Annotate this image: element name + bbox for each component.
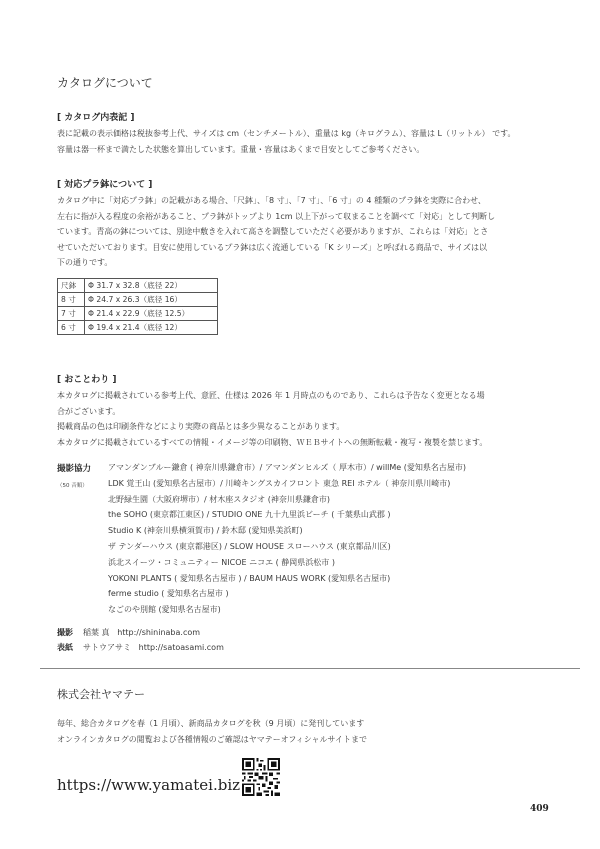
page-number: 409 [530, 804, 549, 814]
table-row [58, 279, 218, 293]
list-item: 浜北スイーツ・コミュニティー NICOE ニコエ ( 静岡県浜松市 ) [108, 557, 335, 567]
list-item: アマンダンブルー鎌倉 ( 神奈川県鎌倉市）/ アマンダンヒルズ（ 厚木市）/ willMe (愛知県名古屋市) [108, 463, 467, 472]
list-item: LDK 覚王山 (愛知県名古屋市）/ 川崎キングスカイフロント 東急 REI ホテル（ 神奈川県川崎市) [108, 478, 451, 488]
pot-dims-cell: Φ 21.4 x 22.9（底径 12.5） [85, 307, 218, 321]
pot-dims-cell: Φ 31.7 x 32.8（底径 22） [85, 279, 218, 293]
publication-line: オンラインカタログの閲覧および各種情報のご確認はヤマテーオフィシャルサイトまで [57, 734, 367, 744]
divider [40, 668, 580, 669]
section-heading-disclaimer: [ おことわり ] [57, 375, 117, 385]
pot-size-cell: 尺鉢 [58, 279, 85, 293]
photographer-name: 稲葉 真 [83, 628, 110, 637]
disclaimer-line: 合がございます。 [57, 406, 121, 416]
company-name: 株式会社ヤマテー [57, 688, 145, 701]
pots-line: せていただいております。目安に使用しているプラ鉢は広く流通している「K シリーズ」と呼ばれる商品で、サイズは以 [57, 242, 487, 252]
table-row [58, 293, 218, 307]
disclaimer-paragraph [57, 388, 557, 450]
list-item: the SOHO (東京都江東区) / STUDIO ONE 九十九里浜ビーチ ( 千葉県山武郡 ) [108, 510, 391, 520]
notation-paragraph [57, 126, 557, 157]
list-item: YOKONI PLANTS ( 愛知県名古屋市 ) / BAUM HAUS WORK (愛知県名古屋市) [108, 573, 391, 583]
page-title: カタログについて [57, 76, 153, 90]
section-heading-pots: [ 対応プラ鉢について ] [57, 180, 153, 190]
section-heading-notation: [ カタログ内表記 ] [57, 113, 135, 123]
list-item: ferme studio ( 愛知県名古屋市 ) [108, 589, 229, 599]
list-item: ザ テンダーハウス (東京都港区) / SLOW HOUSE スローハウス (東京都品川区) [108, 541, 391, 551]
cover-name: サトウアサミ [83, 643, 131, 652]
pot-size-table [57, 278, 218, 335]
cover-label: 表紙 [57, 643, 73, 652]
pots-line: ています。青高の鉢については、別途中敷きを入れて高さを調整していただく必要がありますが、これらは「対応」とさ [57, 227, 489, 236]
pot-dims-cell: Φ 24.7 x 26.3（底径 16） [85, 293, 218, 307]
table-row [58, 307, 218, 321]
pot-size-cell: 6 寸 [58, 321, 85, 335]
list-item: 北野緑生園（大阪府堺市）/ 材木座スタジオ (神奈川県鎌倉市) [108, 494, 331, 504]
cover-url[interactable]: http://satoasami.com [138, 643, 224, 652]
publication-info [57, 716, 367, 747]
notation-line: 容量は器一杯まで満たした状態を算出しています。重量・容量はあくまで目安としてご参考ください。 [57, 144, 425, 154]
credits-note: （50 音順） [57, 483, 88, 489]
notation-line: 表に記載の表示価格は税抜参考上代、サイズは cm（センチメートル）、重量は kg（キログラム）、容量は L（リットル） です。 [57, 129, 516, 138]
credits-list [108, 460, 466, 618]
qr-code-icon[interactable] [242, 758, 280, 796]
list-item: なごのや別館 (愛知県名古屋市) [108, 605, 221, 615]
pots-line: 左右に指が入る程度の余裕があること、プラ鉢がトップより 1cm 以上下がって収まることを調べて「対応」として判断し [57, 211, 496, 221]
list-item: Studio K (神奈川県横須賀市) / 鈴木邸 (愛知県美浜町) [108, 526, 303, 536]
pot-dims-cell: Φ 19.4 x 21.4（底径 12） [85, 321, 218, 335]
company-url[interactable]: https://www.yamatei.biz [57, 776, 241, 794]
disclaimer-line: 掲載商品の色は印刷条件などにより実際の商品とは多少異なることがあります。 [57, 422, 345, 431]
pot-size-cell: 8 寸 [58, 293, 85, 307]
cover-credit [57, 642, 224, 653]
table-row [58, 321, 218, 335]
publication-line: 毎年、総合カタログを春（1 月頃）、新商品カタログを秋（9 月頃）に発刊しています [57, 719, 365, 728]
pot-size-cell: 7 寸 [58, 307, 85, 321]
pots-line: 下の通りです。 [57, 258, 113, 267]
photographer-url[interactable]: http://shininaba.com [117, 628, 201, 637]
disclaimer-line: 本カタログに掲載されている参考上代、意匠、仕様は 2026 年 1 月時点のものであり、これらは予告なく変更となる場 [57, 391, 485, 400]
pots-line: カタログ中に「対応プラ鉢」の記載がある場合、「尺鉢」、「8 寸」、「7 寸」、「6 寸」の 4 種類のプラ鉢を実際に合わせ、 [57, 196, 486, 205]
credits-label: 撮影協力 [57, 464, 92, 474]
photographer-credit [57, 627, 200, 638]
pots-paragraph [57, 193, 557, 271]
disclaimer-line: 本カタログに掲載されているすべての情報・イメージ等の印刷物、ＷＥＢサイトへの無断転載・複写・複製を禁じます。 [57, 437, 488, 447]
photographer-label: 撮影 [57, 628, 73, 637]
